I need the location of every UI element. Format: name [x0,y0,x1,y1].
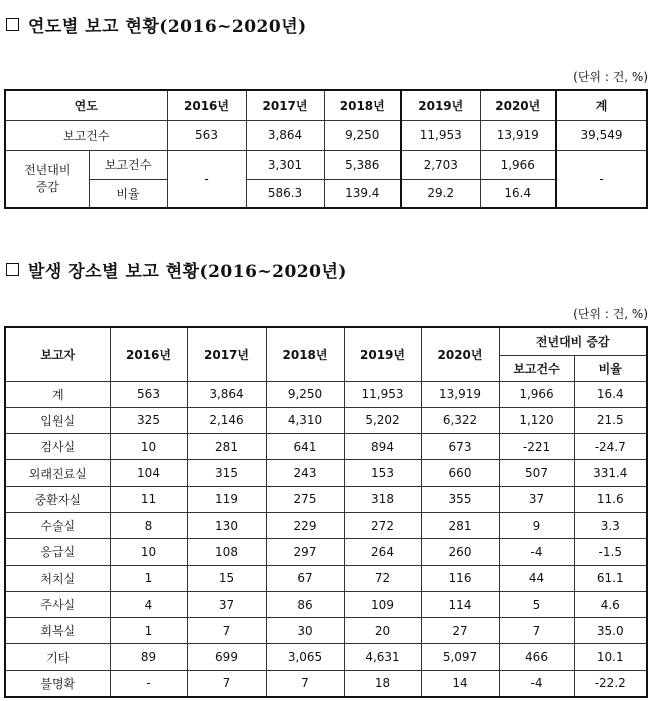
table-cell: 1,966 [499,381,574,407]
table-cell: 11.6 [574,486,647,512]
table-cell: 16.4 [480,179,556,208]
table-cell: 16.4 [574,381,647,407]
table-row [5,644,647,670]
table-cell: 281 [421,512,499,538]
table-cell: 4,310 [266,407,344,433]
yearly-report-table [4,89,648,209]
table-cell: 39,549 [556,120,647,150]
table-cell: 2,146 [187,407,266,433]
table-cell: 5,386 [324,150,401,179]
table-cell: 72 [344,565,421,591]
table-cell: 4.6 [574,591,647,617]
table-cell: 139.4 [324,179,401,208]
header-yoy-count: 보고건수 [499,355,574,381]
table-cell: 5 [499,591,574,617]
table-cell: 1 [110,565,187,591]
section2-title-text: 발생 장소별 보고 현황(2016~2020년) [28,262,347,282]
table-cell: -1.5 [574,539,647,565]
table-cell: - [110,670,187,696]
table-row [5,460,647,486]
table-cell: 4 [110,591,187,617]
row-label: 응급실 [5,539,110,565]
table-cell: 119 [187,486,266,512]
yoy-rate-label: 비율 [89,179,167,208]
table-cell: 275 [266,486,344,512]
table-row [5,381,647,407]
table-cell: 894 [344,434,421,460]
table-cell: 318 [344,486,421,512]
row-label: 처치실 [5,565,110,591]
table-row [5,512,647,538]
table-cell: 9,250 [266,381,344,407]
row-label: 검사실 [5,434,110,460]
header-2019: 2019년 [401,90,480,120]
table-cell: 1,966 [480,150,556,179]
table-cell: 44 [499,565,574,591]
header-yoy-rate: 비율 [574,355,647,381]
table-cell: 3,864 [187,381,266,407]
table-cell: 13,919 [480,120,556,150]
table-cell: 7 [187,618,266,644]
table-cell: -24.7 [574,434,647,460]
section2-title [6,257,347,282]
table-cell: 130 [187,512,266,538]
table-cell: -4 [499,670,574,696]
table-cell: 699 [187,644,266,670]
table-cell: 86 [266,591,344,617]
checkbox-square-icon [6,263,19,276]
table-cell: 297 [266,539,344,565]
table-cell: 229 [266,512,344,538]
table-cell: 37 [187,591,266,617]
table-row [5,618,647,644]
table-row [5,539,647,565]
table-row [5,486,647,512]
table-cell: 3.3 [574,512,647,538]
header-2020: 2020년 [421,327,499,381]
section2-unit: (단위 : 건, %) [573,307,648,321]
table-cell: 3,864 [246,120,324,150]
table-row [5,407,647,433]
table-cell: 153 [344,460,421,486]
table-cell: 260 [421,539,499,565]
yoy-label-line2: 증감 [35,179,59,194]
table-cell: 264 [344,539,421,565]
table-cell: 10 [110,539,187,565]
row-label: 불명확 [5,670,110,696]
header-yoy-group: 전년대비 증감 [499,327,647,355]
yoy-count-row [5,150,647,179]
table-cell: 1 [110,618,187,644]
table-cell: 7 [187,670,266,696]
header-2019: 2019년 [344,327,421,381]
table-cell: 563 [167,120,246,150]
table-cell: 13,919 [421,381,499,407]
table-cell: 331.4 [574,460,647,486]
yoy-rate-row [5,179,647,208]
table-cell: 108 [187,539,266,565]
yoy-label [5,150,89,208]
table-cell: 27 [421,618,499,644]
table-cell: 37 [499,486,574,512]
table-cell: 11,953 [344,381,421,407]
table-cell: 586.3 [246,179,324,208]
header-2018: 2018년 [266,327,344,381]
table-cell: -22.2 [574,670,647,696]
row-label: 회복실 [5,618,110,644]
table-cell: 2,703 [401,150,480,179]
table-cell: -221 [499,434,574,460]
header-2018: 2018년 [324,90,401,120]
table-cell: 104 [110,460,187,486]
table-row [5,591,647,617]
table-cell: 10.1 [574,644,647,670]
table-cell: 1,120 [499,407,574,433]
table-cell: 660 [421,460,499,486]
table-cell: 20 [344,618,421,644]
table-cell: 3,065 [266,644,344,670]
location-rows [5,381,647,697]
table-cell: 9 [499,512,574,538]
table-cell: 29.2 [401,179,480,208]
header-2020: 2020년 [480,90,556,120]
table-row [5,670,647,696]
location-report-table [4,326,648,698]
header-year: 연도 [5,90,167,120]
row-label: 입원실 [5,407,110,433]
table-cell: - [556,150,647,208]
table-cell: 7 [499,618,574,644]
table-row [5,434,647,460]
section1-title-text: 연도별 보고 현황(2016~2020년) [28,17,307,37]
header-2017: 2017년 [187,327,266,381]
table-cell: 114 [421,591,499,617]
table-cell: - [167,150,246,208]
table-cell: 281 [187,434,266,460]
report-count-row [5,120,647,150]
row-label: 계 [5,381,110,407]
table-cell: 243 [266,460,344,486]
table-cell: 89 [110,644,187,670]
table-cell: 10 [110,434,187,460]
location-header-row1 [5,327,647,355]
header-2017: 2017년 [246,90,324,120]
header-2016: 2016년 [167,90,246,120]
table-cell: 21.5 [574,407,647,433]
table-cell: 507 [499,460,574,486]
table-cell: 673 [421,434,499,460]
table-cell: 641 [266,434,344,460]
table-cell: 11,953 [401,120,480,150]
section1-unit: (단위 : 건, %) [573,70,648,84]
table-cell: 35.0 [574,618,647,644]
table-cell: 325 [110,407,187,433]
table-cell: 14 [421,670,499,696]
table-cell: 4,631 [344,644,421,670]
header-reporter: 보고자 [5,327,110,381]
table-cell: 7 [266,670,344,696]
row-label: 중환자실 [5,486,110,512]
table-cell: 315 [187,460,266,486]
row-label: 외래진료실 [5,460,110,486]
yoy-label-line1: 전년대비 [24,162,71,177]
table-cell: 6,322 [421,407,499,433]
table-cell: 11 [110,486,187,512]
table-cell: 355 [421,486,499,512]
table-cell: 18 [344,670,421,696]
table-cell: 116 [421,565,499,591]
header-2016: 2016년 [110,327,187,381]
table-cell: 563 [110,381,187,407]
row-label: 수술실 [5,512,110,538]
table-cell: 5,097 [421,644,499,670]
table-cell: 30 [266,618,344,644]
section1-title [6,12,307,37]
yoy-count-label: 보고건수 [89,150,167,179]
table-cell: 5,202 [344,407,421,433]
row-label: 주사실 [5,591,110,617]
table-cell: 272 [344,512,421,538]
table-row [5,565,647,591]
table-cell: 3,301 [246,150,324,179]
table-cell: 8 [110,512,187,538]
header-total: 계 [556,90,647,120]
table-cell: -4 [499,539,574,565]
checkbox-square-icon [6,18,19,31]
table-cell: 61.1 [574,565,647,591]
table-cell: 15 [187,565,266,591]
report-count-label: 보고건수 [5,120,167,150]
table-cell: 466 [499,644,574,670]
row-label: 기타 [5,644,110,670]
yearly-header-row [5,90,647,120]
table-cell: 67 [266,565,344,591]
table-cell: 109 [344,591,421,617]
table-cell: 9,250 [324,120,401,150]
